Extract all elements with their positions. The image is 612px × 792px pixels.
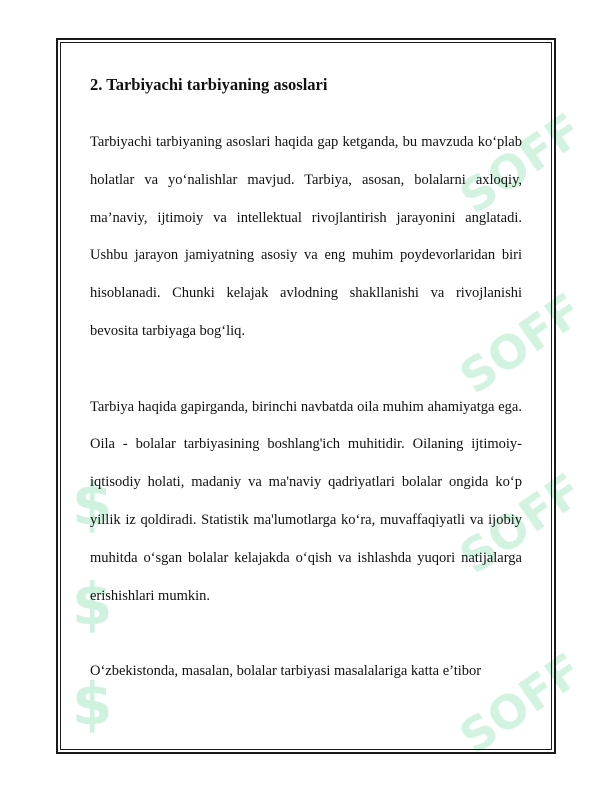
watermark-logo-icon: $ [72,470,113,538]
watermark-text: SOFF [450,462,592,585]
paragraph: O‘zbekistonda, masalan, bolalar tarbiyasi masalalariga katta e’tibor [90,663,482,680]
paragraph: Tarbiyachi tarbiyaning asoslari haqida gap ketganda, bu mavzuda ko‘plab holatlar va yo‘nalishlar mavjud. Tarbiya, asosan, bolalarni axloqiy, ma’naviy, ijtimoiy va intellektual rivojlantirish jarayonini anglatadi. Ushbu jarayon jamiyatning asosiy va eng muhim poydevorlaridan biri hisoblanadi. Chunki kelajak avlodning shakllanishi va rivojlanishi bevosita tarbiyaga bog‘liq. [90,134,522,339]
watermark-logo-icon: $ [72,570,113,638]
section-heading: 2. Tarbiyachi tarbiyaning asoslari [90,75,328,94]
paragraph-spacer [90,615,522,653]
watermark-text: SOFF [450,102,592,225]
watermark-text: SOFF [450,282,592,405]
watermark-logo-icon: $ [72,670,113,738]
document-body [90,68,522,691]
paragraph: Tarbiya haqida gapirganda, birinchi navbatda oila muhim ahamiyatga ega. Oila - bolalar tarbiyasining boshlang'ich muhitidir. Oilaning ijtimoiy-iqtisodiy holati, madaniy va ma'naviy qadriyatlari bolalar ongida ko‘p yillik iz qoldiradi. Statistik ma'lumotlarga ko‘ra, muvaffaqiyatli va ijobiy muhitda o‘sgan bolalar kelajakda o‘qish va ishlashda yuqori natijalarga erishishlari mumkin. [90,398,522,604]
watermark-text: SOFF [450,642,592,765]
paragraph-spacer [90,351,522,389]
